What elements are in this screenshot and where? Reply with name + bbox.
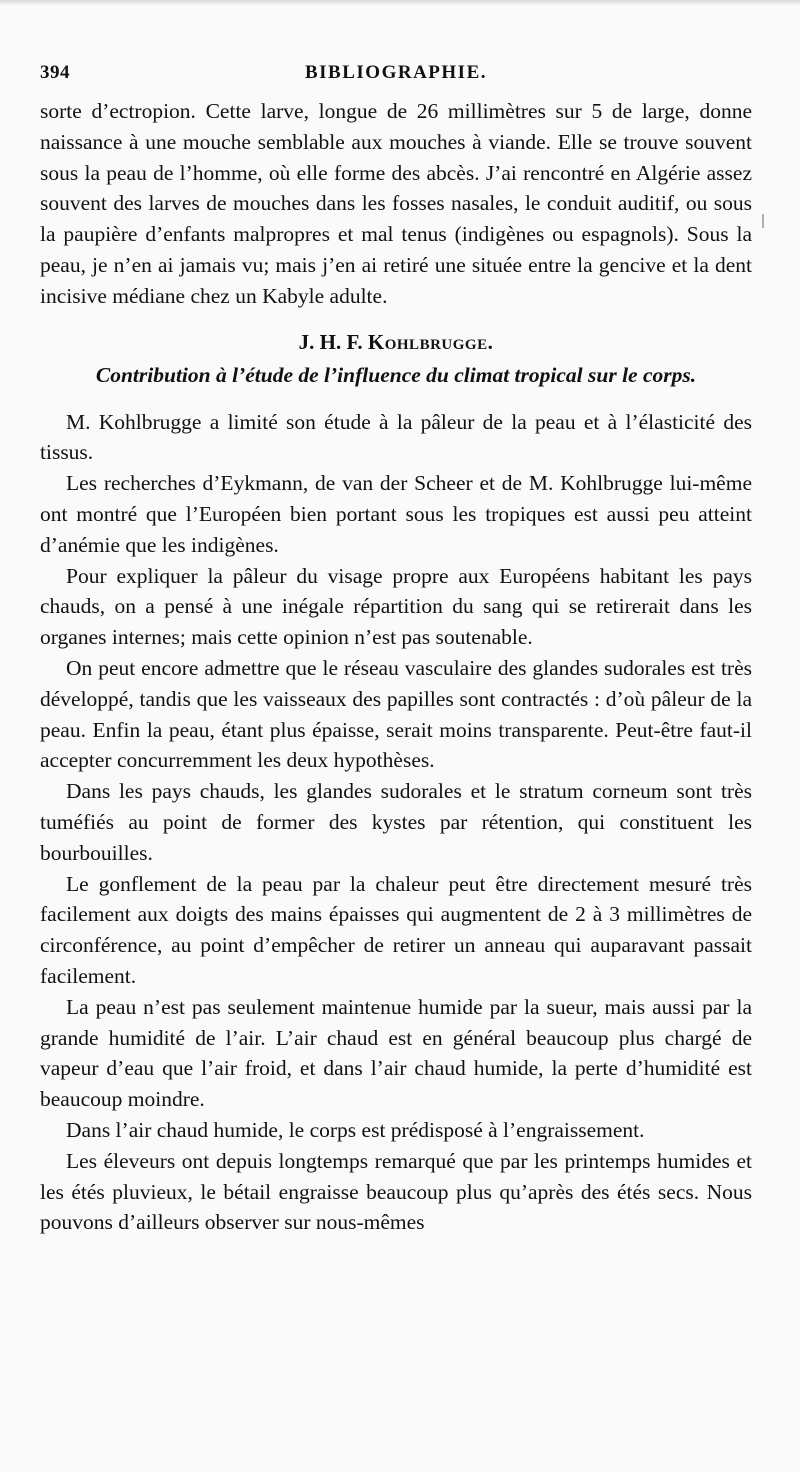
author-name: Kohlbrugge. — [367, 329, 494, 354]
body-text — [40, 96, 752, 1238]
paragraph: Dans les pays chauds, les glandes sudorales et le stratum corneum sont très tuméfiés au point de former des kystes par rétention, qui constituent les bourbouilles. — [40, 779, 752, 865]
paragraph: Le gonflement de la peau par la chaleur peut être directement mesuré très facilement aux doigts des mains épaisses qui augmentent de 2 à 3 millimètres de circonférence, au point d’empêcher de retirer un anneau qui auparavant passait facilement. — [40, 871, 752, 988]
book-page — [40, 62, 752, 1238]
paragraph: La peau n’est pas seulement maintenue humide par la sueur, mais aussi par la grande humidité de l’air. L’air chaud est en général beaucoup plus chargé de vapeur d’eau que l’air froid, et dans l’air chaud humide, la perte d’humidité est beaucoup moindre. — [40, 994, 752, 1112]
article-title: Contribution à l’étude de l’influence du climat tropical sur le corps. — [95, 362, 697, 387]
paragraph: Dans l’air chaud humide, le corps est prédisposé à l’engraissement. — [66, 1117, 645, 1142]
paragraph: Pour expliquer la pâleur du visage propre aux Européens habitant les pays chauds, on a pensé à une inégale répartition du sang qui se retirerait dans les organes internes; mais cette opinion n’est pas soutenable. — [40, 563, 752, 650]
paragraph: Les éleveurs ont depuis longtemps remarqué que par les printemps humides et les étés pluvieux, le bétail engraisse beaucoup plus qu’après des étés secs. Nous pouvons d’ailleurs observer sur nous-mêmes — [40, 1148, 752, 1235]
paragraph: On peut encore admettre que le réseau vasculaire des glandes sudorales est très développé, tandis que les vaisseaux des papilles sont contractés : d’où pâleur de la peau. Enfin la peau, étant plus épaisse, serait moins transparente. Peut-être faut-il accepter concurremment les deux hypothèses. — [40, 655, 752, 773]
running-title: BIBLIOGRAPHIE. — [304, 62, 487, 83]
paragraph: M. Kohlbrugge a limité son étude à la pâleur de la peau et à l’élasticité des tissus. — [40, 409, 752, 465]
intro-paragraph: sorte d’ectropion. Cette larve, longue de 26 millimètres sur 5 de large, donne naissance à une mouche semblable aux mouches à viande. Elle se trouve souvent sous la peau de l’homme, où elle forme des abcès. J’ai rencontré en Algérie assez souvent des larves de mouches dans les fosses nasales, le conduit auditif, ou sous la paupière d’enfants malpropres et mal tenus (indigènes ou espagnols). Sous la peau, je n’en ai jamais vu; mais j’en ai retiré une située entre la gencive et la dent incisive médiane chez un Kabyle adulte. — [40, 99, 752, 308]
page-number: 394 — [40, 62, 70, 83]
running-header — [40, 62, 752, 96]
paragraph: Les recherches d’Eykmann, de van der Scheer et de M. Kohlbrugge lui-même ont montré que l’Européen bien portant sous les tropiques est aussi peu atteint d’anémie que les indigènes. — [40, 471, 752, 557]
author-initials: J. H. F. — [298, 329, 363, 354]
article-author — [40, 325, 752, 359]
page-edge — [0, 0, 800, 6]
scan-speck — [762, 214, 764, 228]
